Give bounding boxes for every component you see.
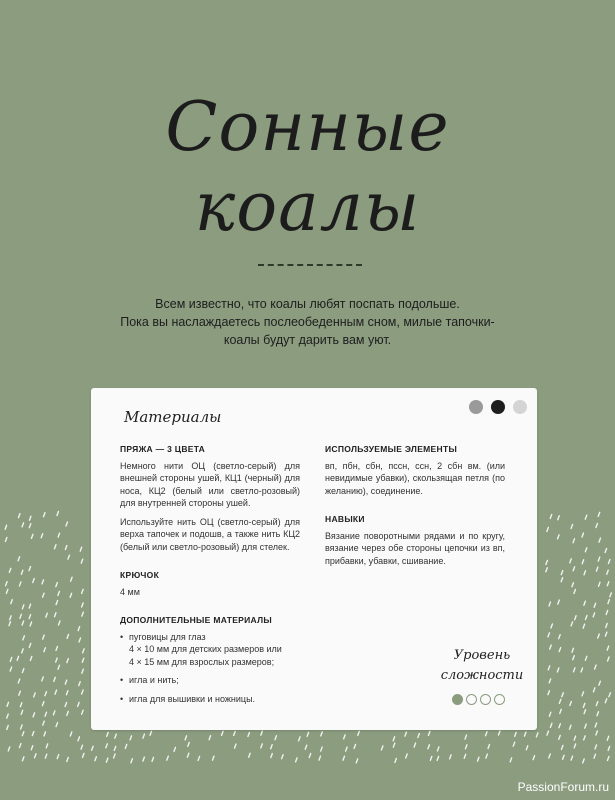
page-title-line-1: Сонные bbox=[165, 88, 450, 167]
dashed-divider bbox=[258, 264, 362, 266]
elements-text: вп, пбн, сбн, пссн, ссн, 2 сбн вм. (или невидимые убавки), скользящая петля (по желанию), соединение. bbox=[325, 460, 505, 496]
materials-left-column bbox=[120, 443, 300, 711]
list-item: • пуговицы для глаз 4 × 10 мм для детских размеров или 4 × 15 мм для взрослых размеров; bbox=[120, 631, 282, 667]
watermark: PassionForum.ru bbox=[517, 780, 609, 794]
intro-line: Пока вы наслаждаетесь послеобеденным сном, милые тапочки- bbox=[120, 315, 495, 329]
difficulty-dot bbox=[466, 694, 477, 705]
skills-text: Вязание поворотными рядами и по кругу, вязание через обе стороны цепочки из вп, прибавки, убавки, сшивание. bbox=[325, 530, 505, 566]
card-title: Материалы bbox=[124, 408, 222, 426]
page-title-line-2: коалы bbox=[194, 168, 421, 247]
difficulty-rating bbox=[452, 694, 505, 705]
yarn-color-swatch bbox=[491, 400, 505, 414]
yarn-paragraph-2: Используйте нить ОЦ (светло-серый) для верха тапочек и подошв, а также нить КЦ2 (белый или светло-розовый) для стелек. bbox=[120, 516, 300, 552]
yarn-color-swatches bbox=[469, 400, 527, 414]
yarn-color-swatch bbox=[469, 400, 483, 414]
hook-heading: КРЮЧОК bbox=[120, 570, 160, 580]
intro-text bbox=[120, 295, 495, 349]
yarn-paragraph-1: Немного нити ОЦ (светло-серый) для внешней стороны ушей, КЦ1 (черный) для носа, КЦ2 (белый или светло-розовый) для внутренней стороны ушей. bbox=[120, 460, 300, 508]
difficulty-dot bbox=[452, 694, 463, 705]
list-item: • игла для вышивки и ножницы. bbox=[120, 693, 256, 704]
extra-materials-heading: ДОПОЛНИТЕЛЬНЫЕ МАТЕРИАЛЫ bbox=[120, 615, 272, 625]
skills-heading: НАВЫКИ bbox=[325, 514, 365, 524]
hook-value: 4 мм bbox=[120, 586, 140, 597]
difficulty-dot bbox=[480, 694, 491, 705]
list-item: • игла и нить; bbox=[120, 675, 179, 685]
difficulty-dot bbox=[494, 694, 505, 705]
materials-card bbox=[91, 388, 537, 730]
intro-line: коалы будут дарить вам уют. bbox=[223, 333, 392, 347]
difficulty-label: Уровень сложности bbox=[440, 648, 524, 683]
materials-right-column bbox=[325, 443, 505, 573]
extra-materials-list bbox=[120, 631, 300, 706]
intro-line: Всем известно, что коалы любят поспать подольше. bbox=[155, 297, 460, 311]
elements-heading: ИСПОЛЬЗУЕМЫЕ ЭЛЕМЕНТЫ bbox=[325, 444, 458, 454]
yarn-color-swatch bbox=[513, 400, 527, 414]
yarn-heading: ПРЯЖА — 3 ЦВЕТА bbox=[120, 444, 206, 454]
